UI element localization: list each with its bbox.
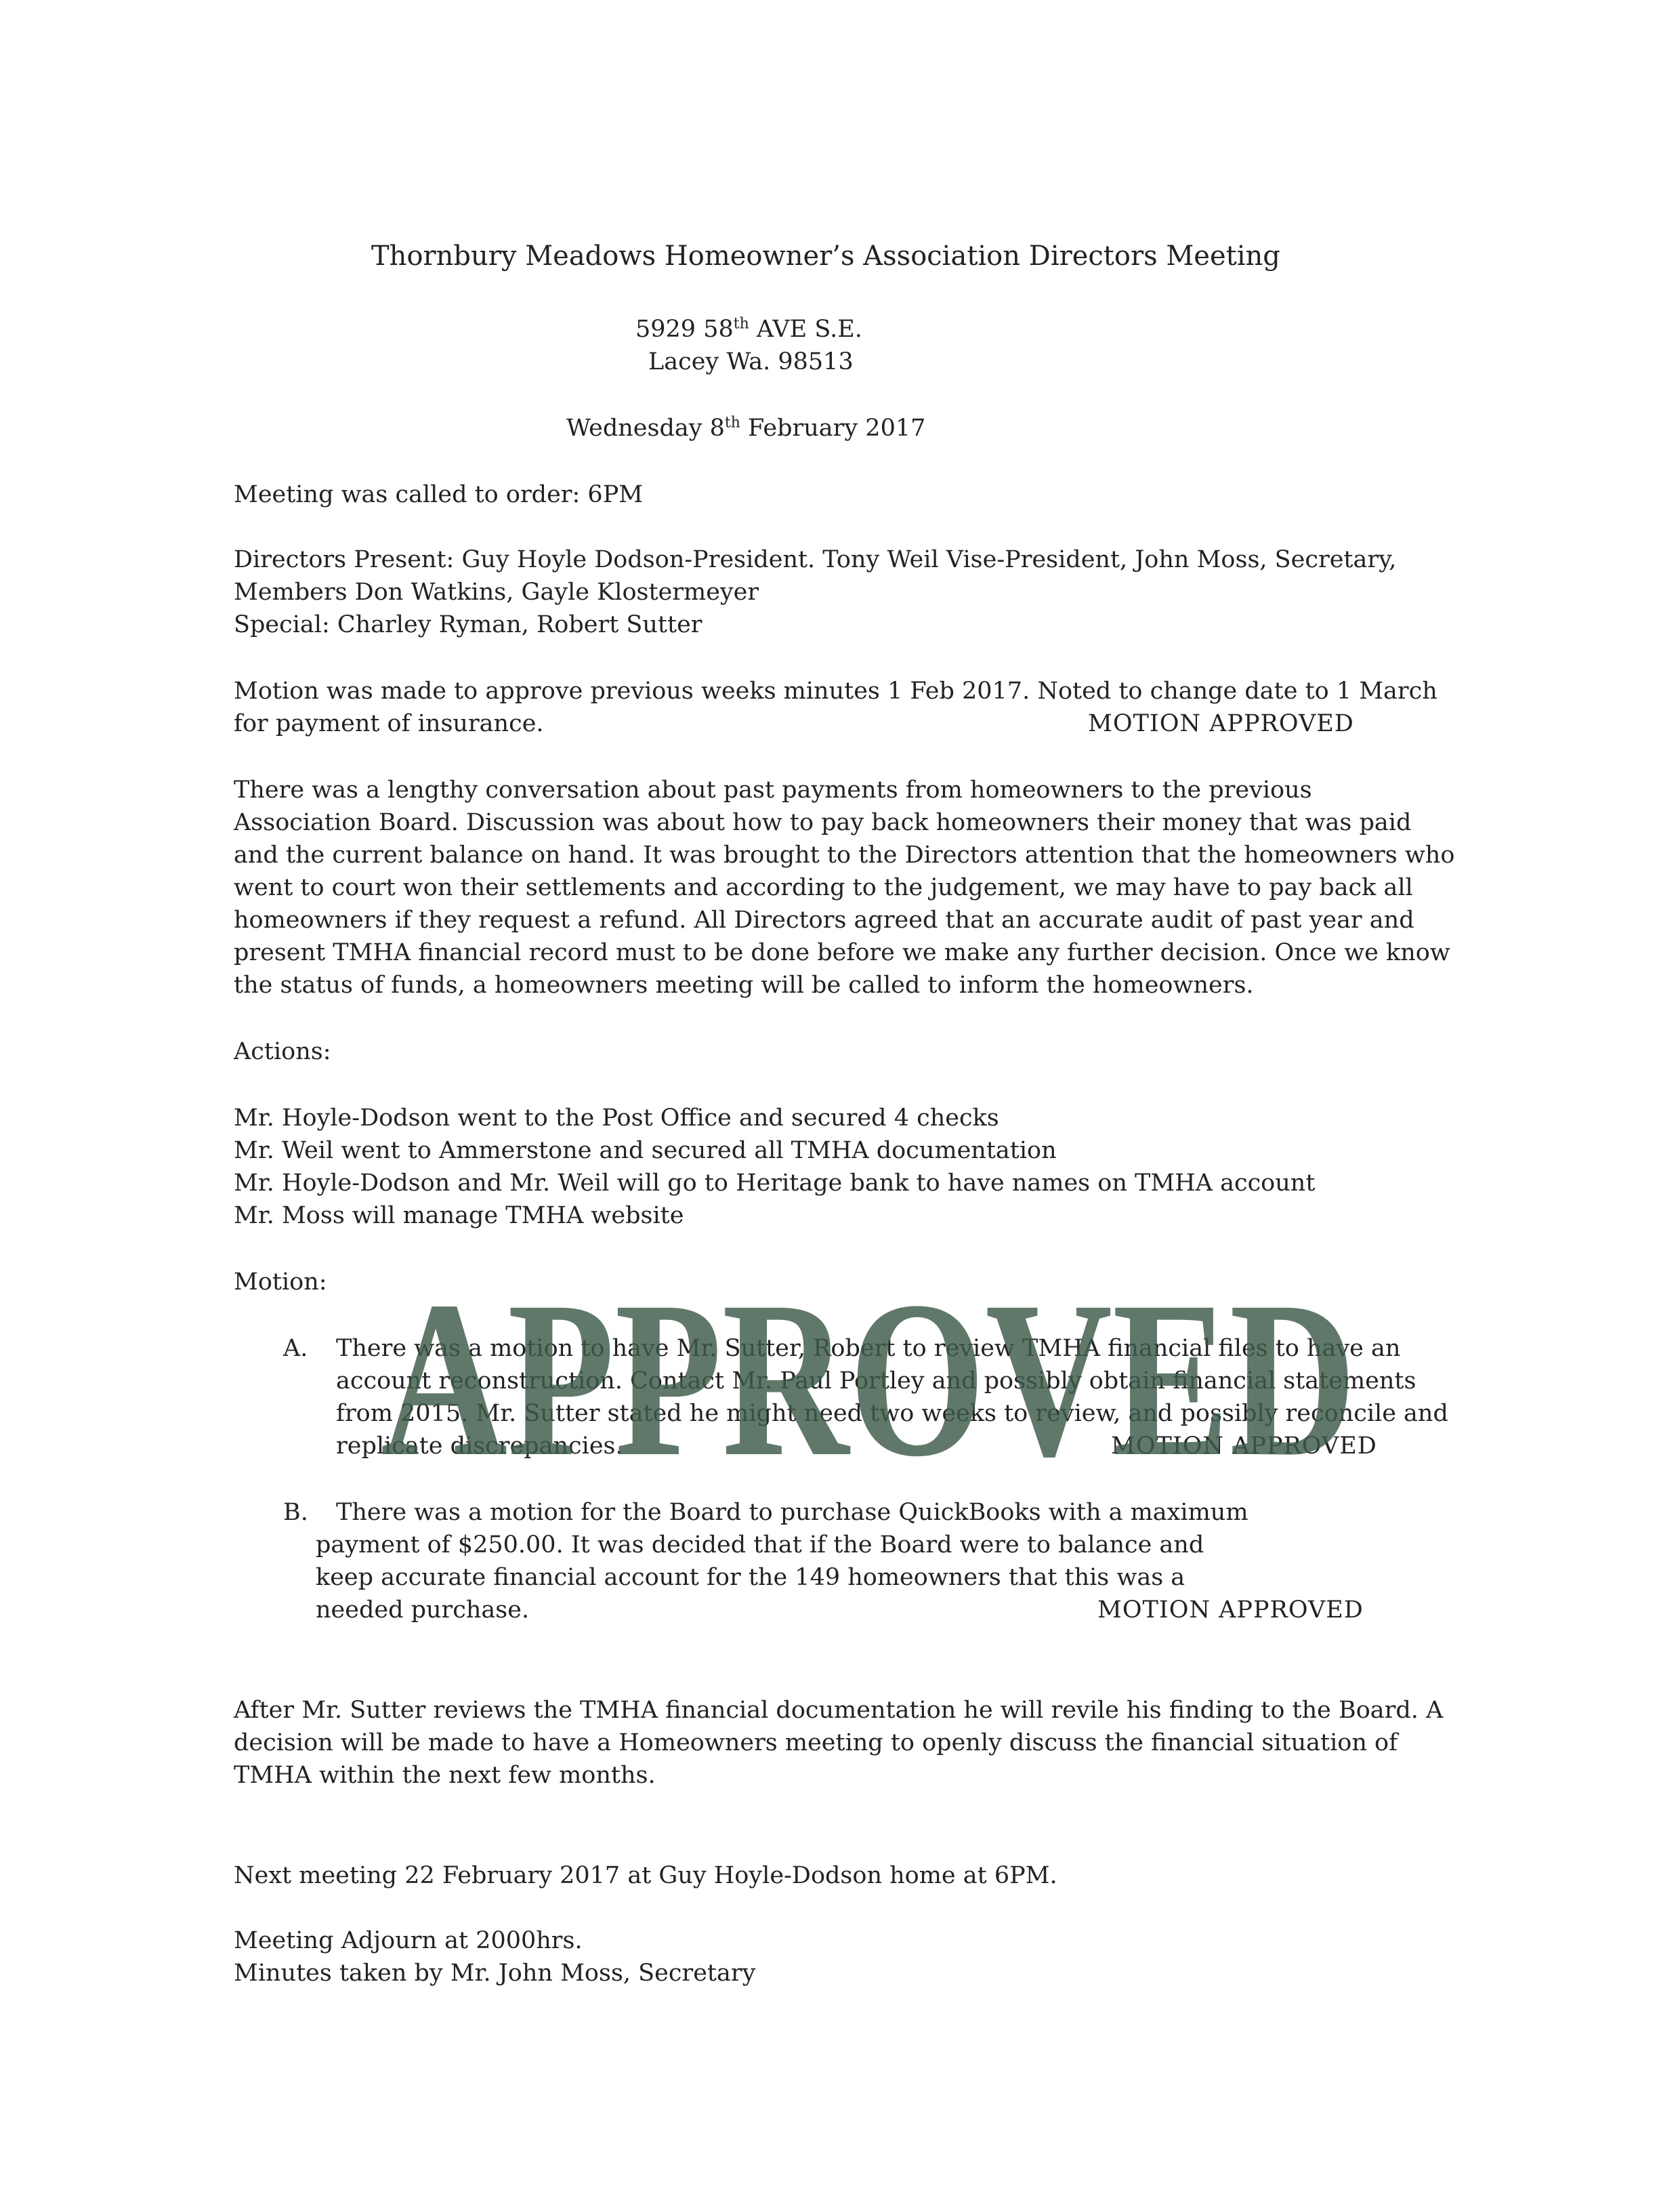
street-number: 5929 58 <box>635 316 734 343</box>
motion-b-line: keep accurate financial account for the 149 homeowners that this was a <box>316 1564 1185 1591</box>
motion-heading: Motion: <box>234 1268 327 1296</box>
action-item: Mr. Weil went to Ammerstone and secured all TMHA documentation <box>234 1137 1057 1164</box>
approved-stamp-text: APPROVED <box>381 1273 1356 1483</box>
motion-b-line: There was a motion for the Board to purchase QuickBooks with a maximum <box>336 1499 1248 1526</box>
motion-a-line: There was a motion to have Mr. Sutter, Robert to review TMHA financial files to have an <box>336 1335 1401 1362</box>
street-rest: AVE S.E. <box>749 316 862 343</box>
motion-a-line: replicate discrepancies. <box>336 1432 623 1460</box>
discussion-line: There was a lengthy conversation about past payments from homeowners to the previous <box>234 777 1312 804</box>
motion-a-line: from 2015. Mr. Sutter stated he might need two weeks to review, and possibly reconcile and <box>336 1400 1448 1427</box>
discussion-line: Association Board. Discussion was about how to pay back homeowners their money that was paid <box>234 809 1412 836</box>
called-to-order: Meeting was called to order: 6PM <box>234 481 644 508</box>
address-street <box>635 313 862 346</box>
minutes-motion-line: Motion was made to approve previous weeks minutes 1 Feb 2017. Noted to change date to 1 March <box>234 678 1437 705</box>
discussion-line: the status of funds, a homeowners meeting will be called to inform the homeowners. <box>234 972 1254 999</box>
action-item: Mr. Moss will manage TMHA website <box>234 1202 684 1229</box>
motion-b-status: MOTION APPROVED <box>1097 1596 1364 1624</box>
directors-line: Directors Present: Guy Hoyle Dodson-President. Tony Weil Vise-President, John Moss, Secretary, <box>234 546 1397 573</box>
discussion-line: homeowners if they request a refund. All Directors agreed that an accurate audit of past year and <box>234 907 1414 934</box>
followup-line: After Mr. Sutter reviews the TMHA financial documentation he will revile his finding to the Board. A <box>234 1697 1444 1724</box>
followup-line: TMHA within the next few months. <box>234 1762 656 1789</box>
action-item: Mr. Hoyle-Dodson and Mr. Weil will go to Heritage bank to have names on TMHA account <box>234 1170 1316 1197</box>
date-weekday: Wednesday 8 <box>566 415 725 442</box>
minutes-motion-line: for payment of insurance. <box>234 710 544 737</box>
directors-line: Members Don Watkins, Gayle Klostermeyer <box>234 579 759 606</box>
document-title: Thornbury Meadows Homeowner’s Association Directors Meeting <box>371 241 1280 272</box>
street-suffix: th <box>733 315 749 333</box>
action-item: Mr. Hoyle-Dodson went to the Post Office and secured 4 checks <box>234 1105 999 1132</box>
minutes-motion-status: MOTION APPROVED <box>1088 710 1354 737</box>
adjourn-line: Meeting Adjourn at 2000hrs. <box>234 1927 583 1954</box>
actions-heading: Actions: <box>234 1038 331 1065</box>
motion-b-line: needed purchase. <box>316 1596 530 1624</box>
directors-line: Special: Charley Ryman, Robert Sutter <box>234 611 702 638</box>
date-suffix: th <box>724 414 740 432</box>
discussion-line: went to court won their settlements and according to the judgement, we may have to pay back all <box>234 874 1413 901</box>
address-city: Lacey Wa. 98513 <box>648 348 854 375</box>
followup-line: decision will be made to have a Homeowners meeting to openly discuss the financial situation of <box>234 1729 1398 1756</box>
motion-a-line: account reconstruction. Contact Mr. Paul Portley and possibly obtain financial statements <box>336 1367 1416 1395</box>
motion-b-marker: B. <box>283 1499 308 1526</box>
discussion-line: present TMHA financial record must to be done before we make any further decision. Once we know <box>234 939 1450 966</box>
meeting-date <box>566 412 925 445</box>
minutes-taken-line: Minutes taken by Mr. John Moss, Secretary <box>234 1960 756 1987</box>
discussion-line: and the current balance on hand. It was brought to the Directors attention that the homeowners who <box>234 842 1455 869</box>
date-rest: February 2017 <box>740 415 926 442</box>
motion-a-status: MOTION APPROVED <box>1111 1432 1377 1460</box>
motion-a-marker: A. <box>283 1335 308 1362</box>
motion-b-line: payment of $250.00. It was decided that if the Board were to balance and <box>316 1531 1204 1559</box>
next-meeting: Next meeting 22 February 2017 at Guy Hoyle-Dodson home at 6PM. <box>234 1862 1057 1889</box>
